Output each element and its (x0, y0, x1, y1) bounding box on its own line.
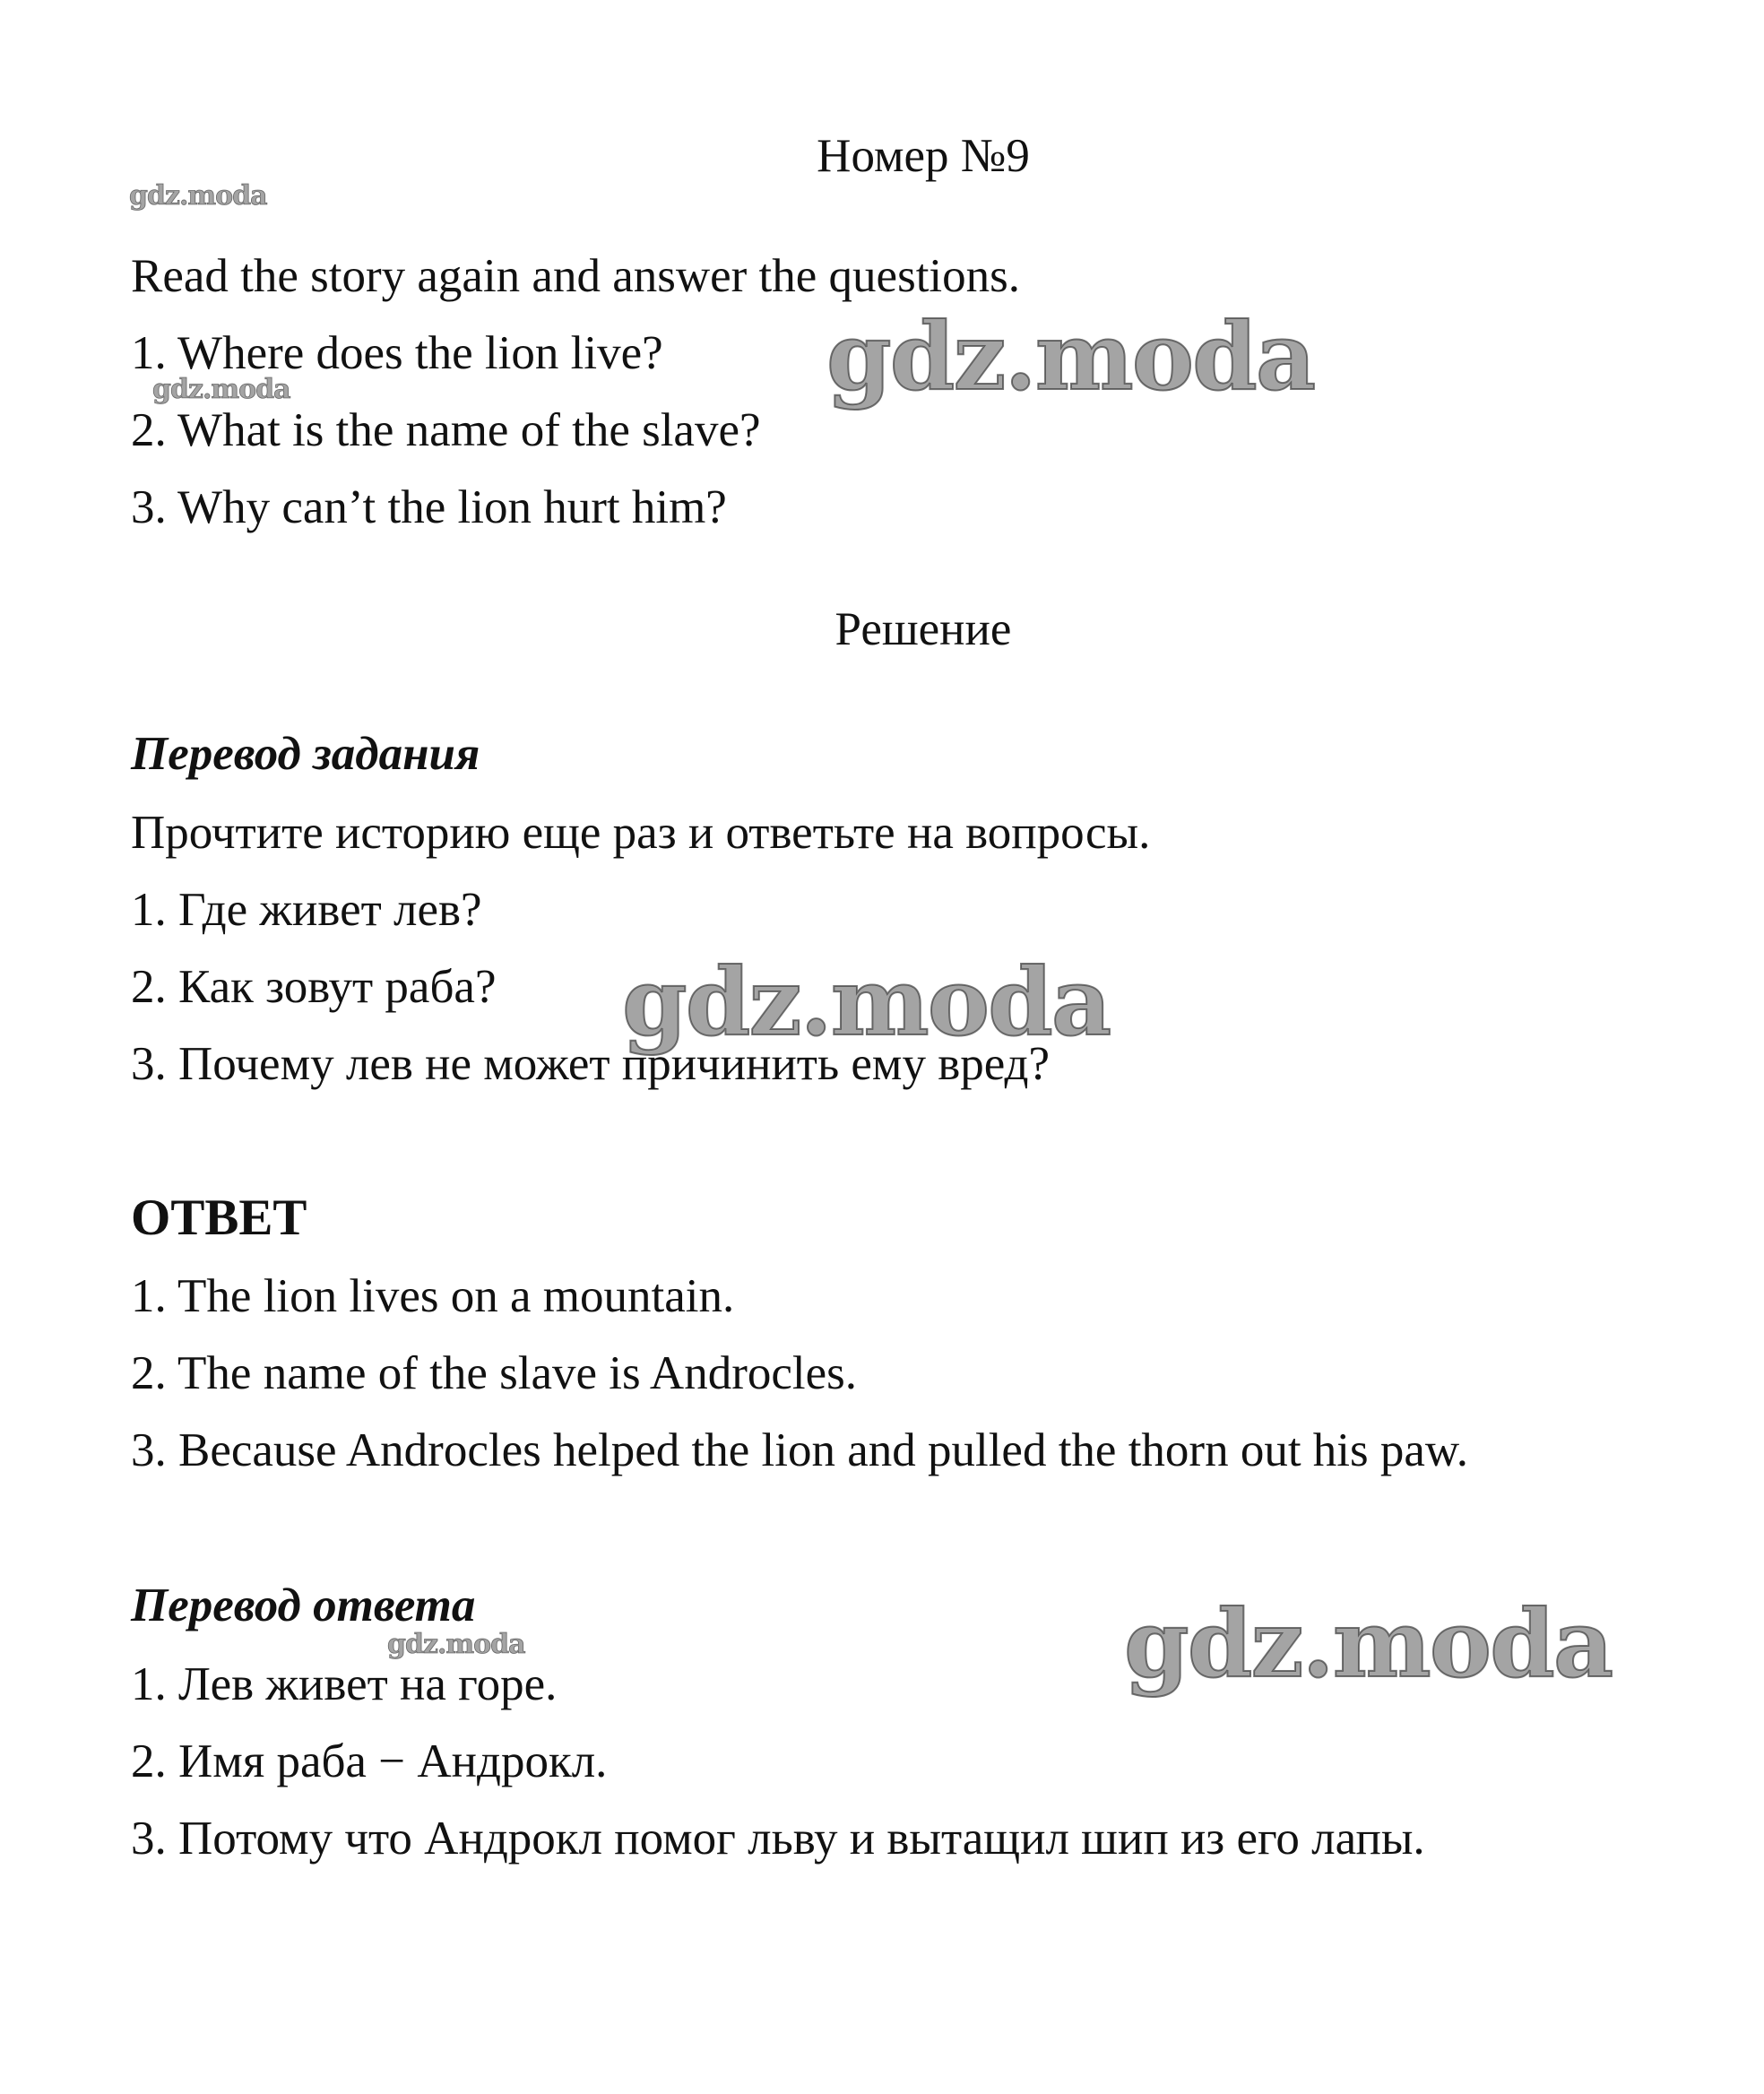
watermark-small-2: gdz.moda (152, 374, 290, 405)
task-question-2: 2. What is the name of the slave? (131, 404, 761, 456)
task-translation-question-2: 2. Как зовут раба? (131, 961, 497, 1013)
task-question-3: 3. Why can’t the lion hurt him? (131, 481, 727, 533)
task-instruction: Read the story again and answer the questions. (131, 250, 1021, 302)
watermark-large-3: gdz.moda (1124, 1588, 1613, 1699)
watermark-small-3: gdz.moda (387, 1629, 525, 1660)
task-question-1: 1. Where does the lion live? (131, 327, 663, 379)
task-translation-question-3: 3. Почему лев не может причинить ему вред? (131, 1038, 1051, 1090)
answer-item-2: 2. The name of the slave is Androcles. (131, 1347, 858, 1399)
answer-item-1: 1. The lion lives on a mountain. (131, 1270, 735, 1322)
task-translation-instruction: Прочтите историю еще раз и ответьте на вопросы. (131, 807, 1151, 859)
watermark-large-2: gdz.moda (622, 947, 1111, 1057)
solution-label: Решение (834, 603, 1012, 655)
watermark-large-1: gdz.moda (826, 301, 1315, 411)
answer-translation-item-2: 2. Имя раба − Андрокл. (131, 1735, 608, 1787)
answer-item-3: 3. Because Androcles helped the lion and pulled the thorn out his paw. (131, 1424, 1468, 1476)
answer-translation-item-3: 3. Потому что Андрокл помог льву и вытащил шип из его лапы. (131, 1813, 1425, 1865)
answer-translation-heading: Перевод ответа (131, 1579, 476, 1631)
task-translation-heading: Перевод задания (131, 728, 480, 780)
answer-translation-item-1: 1. Лев живет на горе. (131, 1658, 558, 1710)
answer-heading: ОТВЕТ (131, 1190, 307, 1246)
task-translation-question-1: 1. Где живет лев? (131, 884, 482, 936)
page-title: Номер №9 (817, 130, 1030, 182)
watermark-small-1: gdz.moda (129, 180, 267, 212)
